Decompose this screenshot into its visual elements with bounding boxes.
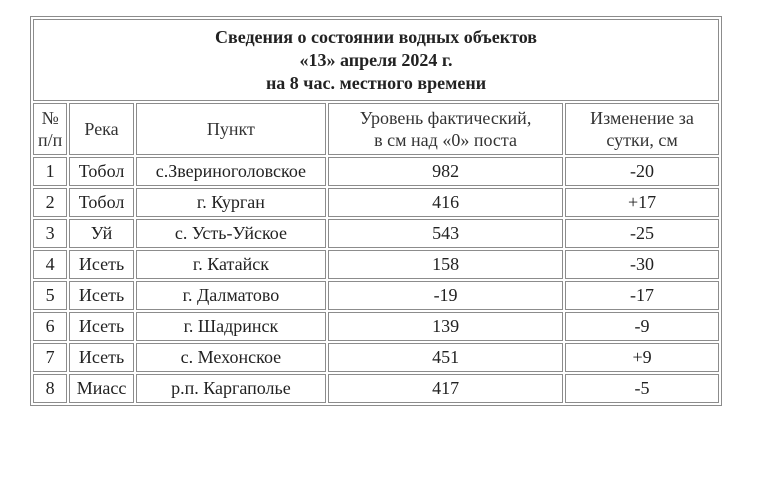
- cell-point: с. Усть-Уйское: [136, 219, 326, 248]
- cell-level: 982: [328, 157, 563, 186]
- cell-change: -20: [565, 157, 719, 186]
- title-line-1: Сведения о состоянии водных объектов: [214, 26, 538, 47]
- table-row: [33, 188, 719, 217]
- cell-river: Исеть: [69, 281, 133, 310]
- cell-point: с. Мехонское: [136, 343, 326, 372]
- column-header-row: [33, 103, 719, 155]
- cell-point: г. Катайск: [136, 250, 326, 279]
- cell-level: 543: [328, 219, 563, 248]
- cell-river: Исеть: [69, 250, 133, 279]
- column-header-level: [328, 103, 563, 155]
- cell-num: 6: [33, 312, 67, 341]
- cell-change: -17: [565, 281, 719, 310]
- table-row: [33, 157, 719, 186]
- cell-river: Тобол: [69, 188, 133, 217]
- column-header-change-line-2: сутки, см: [606, 130, 678, 150]
- cell-num: 7: [33, 343, 67, 372]
- cell-level: 158: [328, 250, 563, 279]
- cell-level: 451: [328, 343, 563, 372]
- cell-num: 8: [33, 374, 67, 403]
- cell-num: 5: [33, 281, 67, 310]
- column-header-point: Пункт: [136, 103, 326, 155]
- cell-change: -5: [565, 374, 719, 403]
- cell-level: 417: [328, 374, 563, 403]
- cell-change: -25: [565, 219, 719, 248]
- column-header-change-line-1: Изменение за: [590, 108, 694, 128]
- cell-river: Исеть: [69, 312, 133, 341]
- cell-change: +17: [565, 188, 719, 217]
- title-line-3: на 8 час. местного времени: [265, 72, 487, 93]
- cell-num: 4: [33, 250, 67, 279]
- cell-point: с.Звериноголовское: [136, 157, 326, 186]
- table-row: [33, 374, 719, 403]
- cell-river: Тобол: [69, 157, 133, 186]
- cell-num: 3: [33, 219, 67, 248]
- column-header-level-line-1: Уровень фактический,: [359, 108, 532, 128]
- table-row: [33, 312, 719, 341]
- cell-point: г. Шадринск: [136, 312, 326, 341]
- cell-point: г. Далматово: [136, 281, 326, 310]
- table-row: [33, 343, 719, 372]
- table-row: [33, 281, 719, 310]
- cell-river: Исеть: [69, 343, 133, 372]
- cell-num: 1: [33, 157, 67, 186]
- cell-change: -9: [565, 312, 719, 341]
- table-row: [33, 250, 719, 279]
- table-row: [33, 219, 719, 248]
- title-line-2: «13» апреля 2024 г.: [299, 49, 453, 70]
- cell-river: Уй: [69, 219, 133, 248]
- cell-level: 139: [328, 312, 563, 341]
- cell-num: 2: [33, 188, 67, 217]
- column-header-level-line-2: в см над «0» поста: [374, 130, 517, 150]
- table-title: [33, 19, 719, 101]
- document-body: [30, 16, 722, 406]
- column-header-river: Река: [69, 103, 133, 155]
- cell-change: -30: [565, 250, 719, 279]
- column-header-num-line-1: №: [41, 108, 59, 128]
- cell-point: г. Курган: [136, 188, 326, 217]
- cell-change: +9: [565, 343, 719, 372]
- cell-level: 416: [328, 188, 563, 217]
- column-header-change: [565, 103, 719, 155]
- water-bodies-table: [30, 16, 722, 406]
- column-header-num: [33, 103, 67, 155]
- cell-river: Миасс: [69, 374, 133, 403]
- cell-point: р.п. Каргаполье: [136, 374, 326, 403]
- cell-level: -19: [328, 281, 563, 310]
- column-header-num-line-2: п/п: [38, 130, 63, 150]
